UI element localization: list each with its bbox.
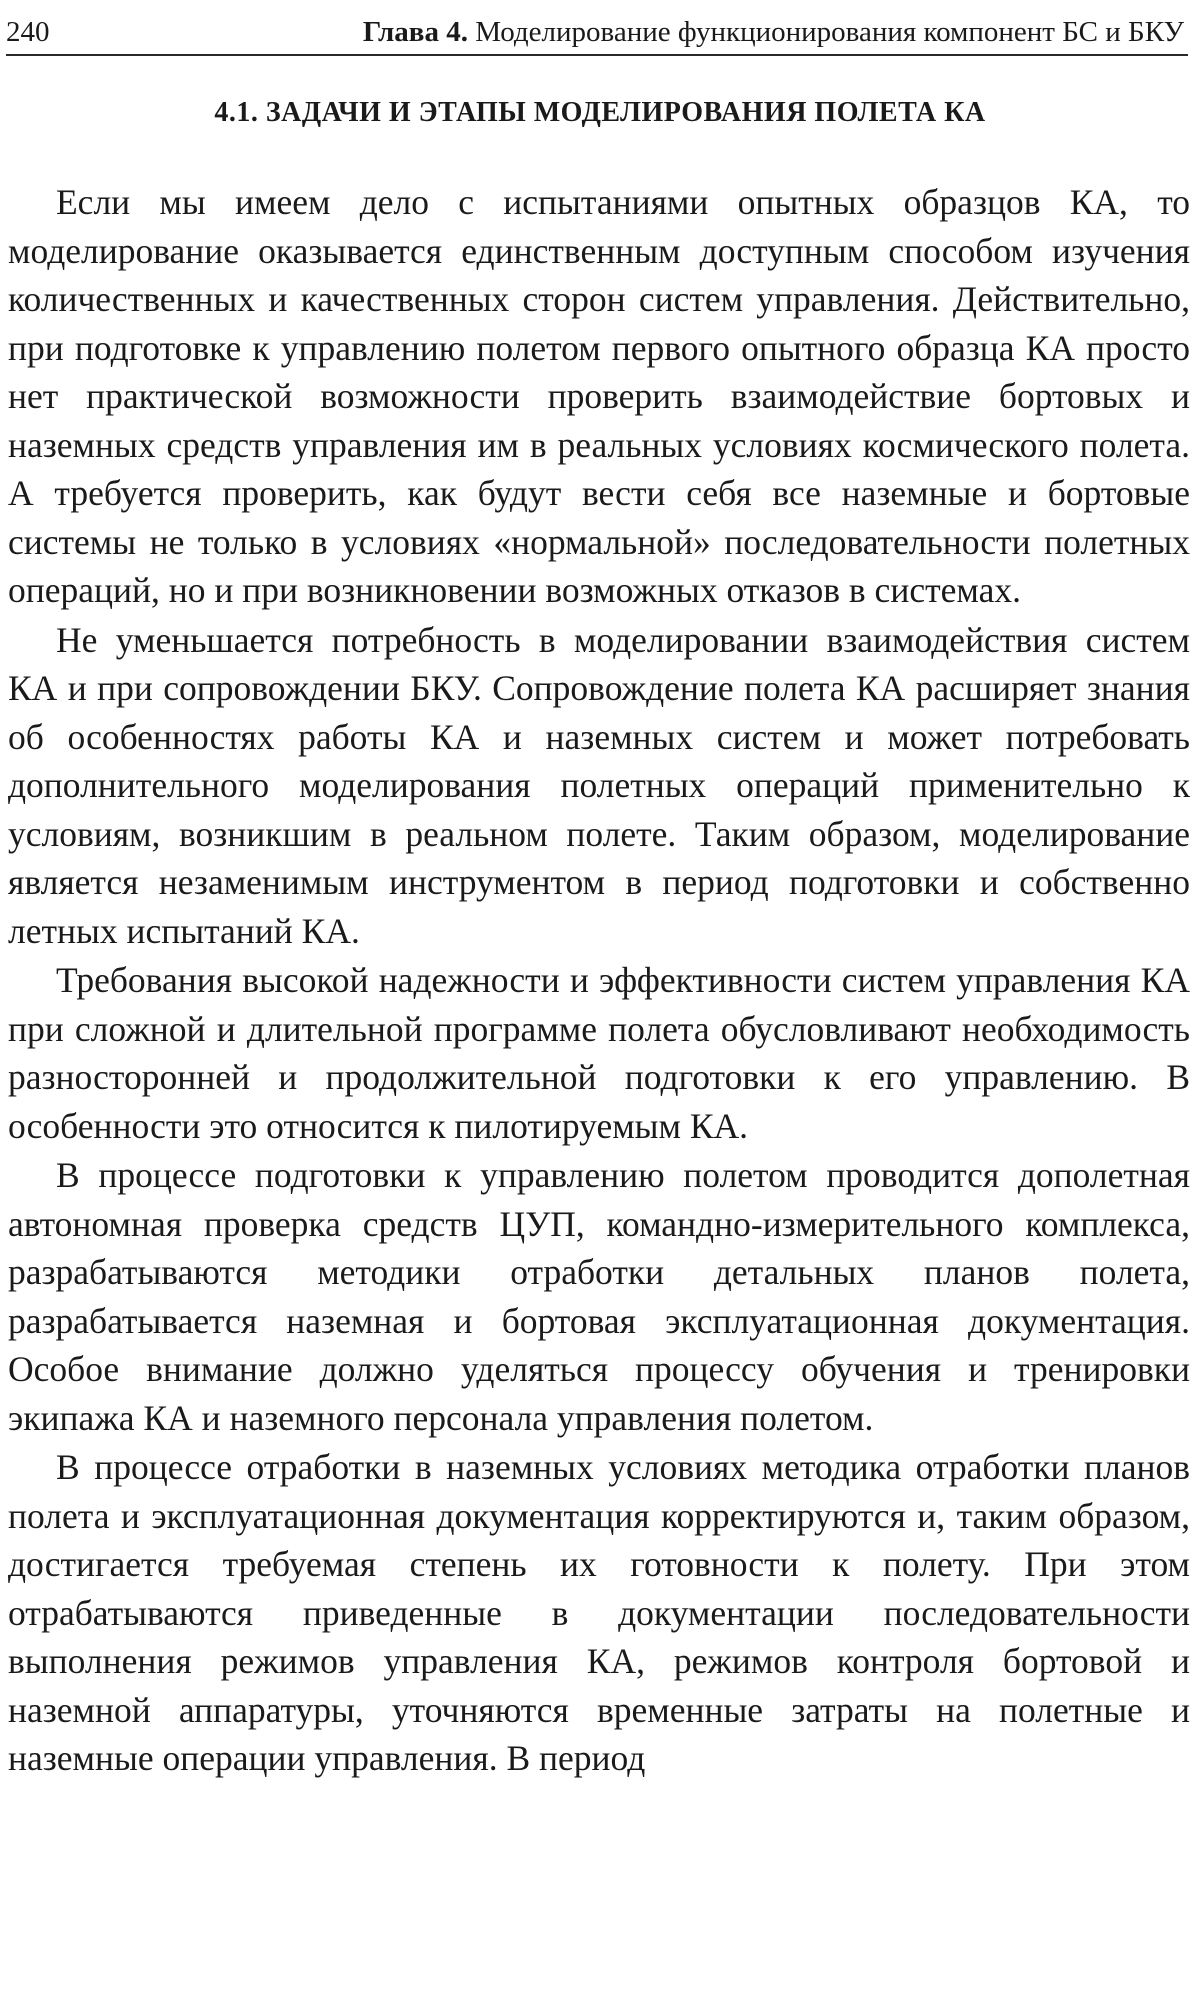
paragraph-1: Если мы имеем дело с испытаниями опытных образцов КА, то моделирование оказывается единственным доступным способом изучения количественных и качественных сторон систем управления. Действительно, при подготовке к управлению полетом первого опытного образца КА просто нет практической возможности проверить взаимодействие бортовых и наземных средств управления им в реальных условиях космического полета. А требуется проверить, как будут вести себя все наземные и бортовые системы не только в условиях «нормальной» последовательности полетных операций, но и при возникновении возможных отказов в системах. (8, 182, 1190, 610)
running-header (6, 12, 1188, 56)
paragraph-3: Требования высокой надежности и эффективности систем управления КА при сложной и длительной программе полета обусловливают необходимость разносторонней и продолжительной подготовки к его управлению. В особенности это относится к пилотируемым КА. (8, 960, 1190, 1146)
chapter-label: Глава 4. (362, 16, 468, 48)
chapter-title (363, 14, 1184, 50)
paragraph-5: В процессе отработки в наземных условиях методика отработки планов полета и эксплуатационная документация корректируются и, таким образом, достигается требуемая степень их готовности к полету. При этом отрабатываются приведенные в документации последовательности выполнения режимов управления КА, режимов контроля бортовой и наземной аппаратуры, уточняются временные затраты на полетные и наземные операции управления. В период (8, 1447, 1190, 1778)
body-text (8, 178, 1190, 1784)
paragraph-4: В процессе подготовки к управлению полетом проводится дополетная автономная проверка средств ЦУП, командно-измерительного комплекса, разрабатываются методики отработки детальных планов полета, разрабатывается наземная и бортовая эксплуатационная документация. Особое внимание должно уделяться процессу обучения и тренировки экипажа КА и наземного персонала управления полетом. (8, 1155, 1190, 1438)
page-number: 240 (6, 16, 50, 48)
chapter-title-text: Моделирование функционирования компонент БС и БКУ (475, 16, 1184, 48)
paragraph-2: Не уменьшается потребность в моделировании взаимодействия систем КА и при сопровождении БКУ. Сопровождение полета КА расширяет знания об особенностях работы КА и наземных систем и может потребовать дополнительного моделирования полетных операций применительно к условиям, возникшим в реальном полете. Таким образом, моделирование является незаменимым инструментом в период подготовки и собственно летных испытаний КА. (8, 619, 1190, 951)
section-heading: 4.1. ЗАДАЧИ И ЭТАПЫ МОДЕЛИРОВАНИЯ ПОЛЕТА КА (214, 97, 986, 128)
